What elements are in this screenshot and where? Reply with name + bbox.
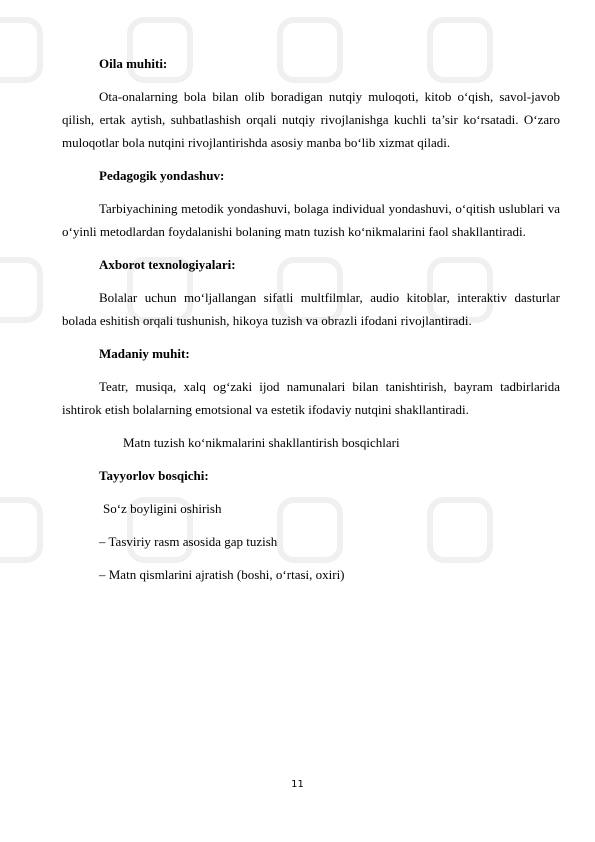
section-body-it: Bolalar uchun mo‘ljallangan sifatli multfilmlar, audio kitoblar, interaktiv dasturlar bolada eshitish orqali tushunish, hikoya tuzish va obrazli ifodani rivojlantiradi. [62, 290, 560, 328]
page-number: 11 [291, 779, 304, 790]
stage-item: So‘z boyligini oshirish [103, 501, 222, 516]
stage-item: – Matn qismlarini ajratish (boshi, o‘rtasi, oxiri) [99, 567, 345, 582]
stage-heading: Tayyorlov bosqichi: [99, 468, 209, 483]
section-body-family: Ota-onalarning bola bilan olib boradigan nutqiy muloqoti, kitob o‘qish, savol-javob qilish, ertak aytish, suhbatlashish orqali nutqiy rivojlanishga kuchli ta’sir ko‘rsatadi. O‘zaro muloqotlar bola nutqini rivojlantirishda asosiy manba bo‘lib xizmat qiladi. [62, 89, 560, 150]
section-body-culture: Teatr, musiqa, xalq og‘zaki ijod namunalari bilan tanishtirish, bayram tadbirlarida ishtirok etish bolalarning emotsional va estetik ifodaviy nutqini shakllantiradi. [62, 379, 560, 417]
section-heading-it: Axborot texnologiyalari: [99, 257, 236, 272]
section-body-pedagogy: Tarbiyachining metodik yondashuvi, bolaga individual yondashuvi, o‘qitish uslublari va o‘yinli metodlardan foydalanishi bolaning matn tuzish ko‘nikmalarini faol shakllantiradi. [62, 201, 560, 239]
stage-item: – Tasviriy rasm asosida gap tuzish [99, 534, 278, 549]
document-page [62, 52, 560, 596]
section-heading-pedagogy: Pedagogik yondashuv: [99, 168, 225, 183]
section-heading-family: Oila muhiti: [99, 56, 168, 71]
section-heading-culture: Madaniy muhit: [99, 346, 190, 361]
subtitle: Matn tuzish ko‘nikmalarini shakllantirish bosqichlari [123, 435, 400, 450]
